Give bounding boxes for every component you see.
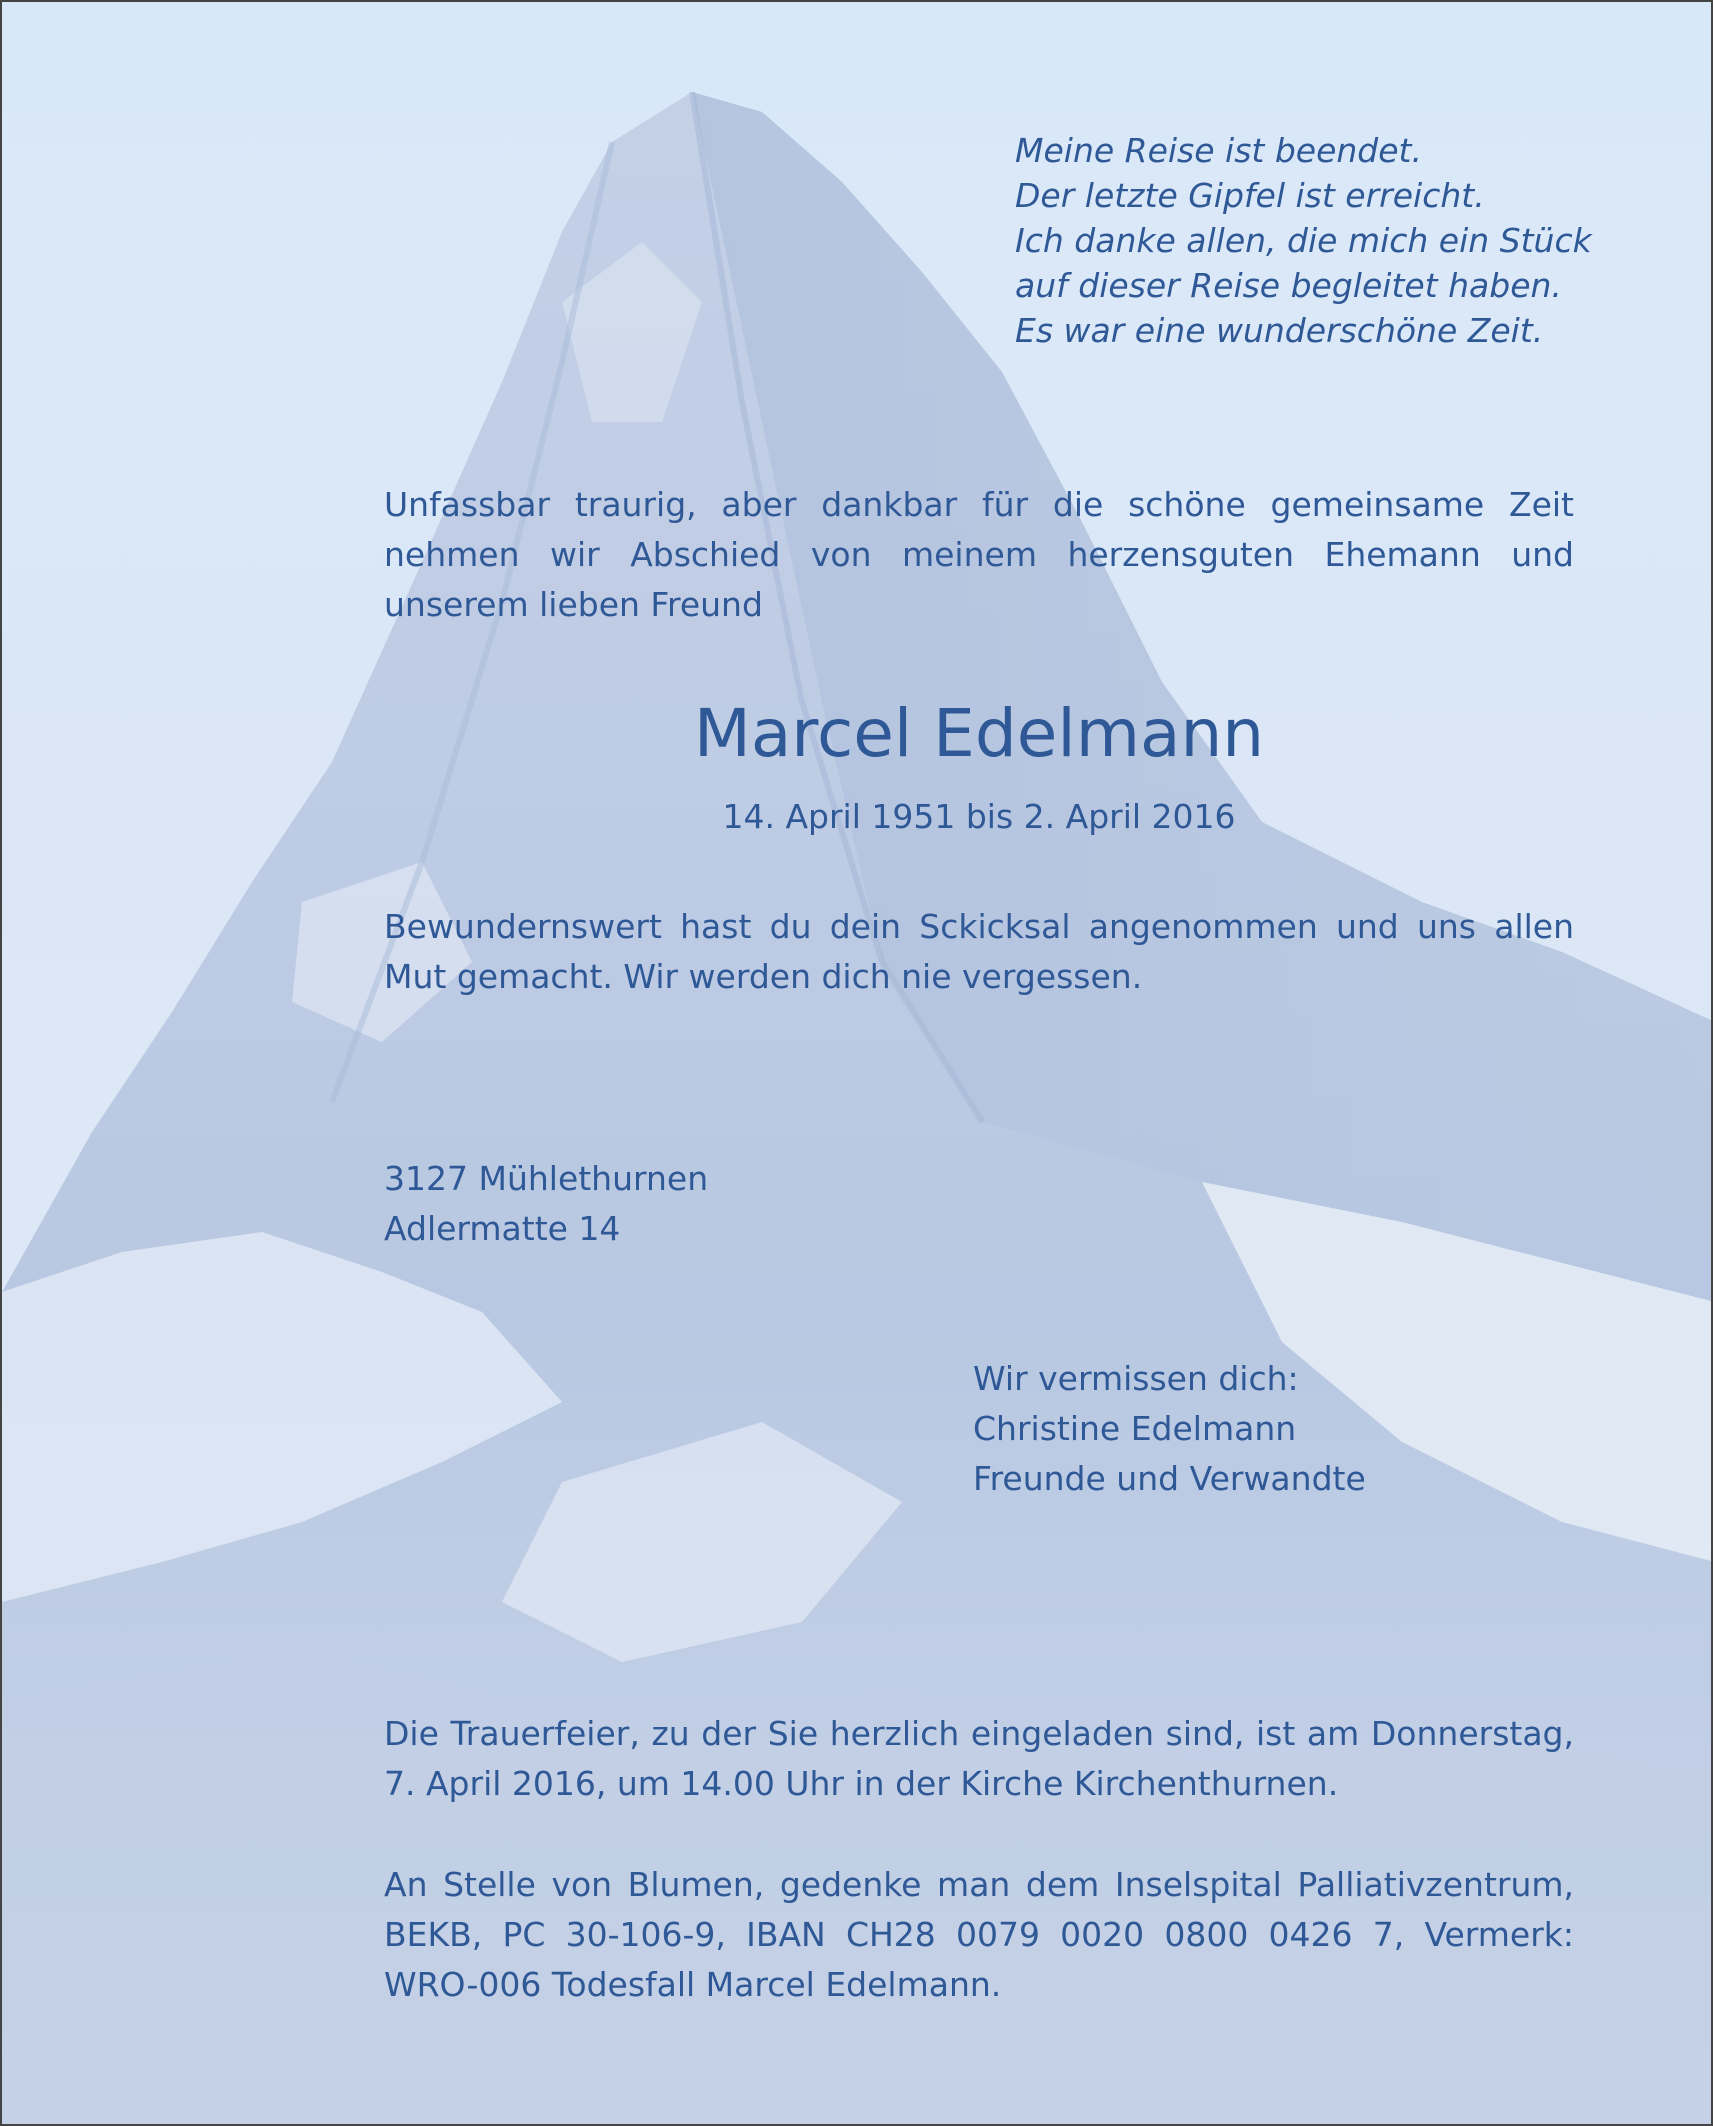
deceased-name: Marcel Edelmann (693, 695, 1265, 772)
poem-line: Meine Reise ist beendet. (1015, 131, 1422, 170)
poem-line: Ich danke allen, die mich ein Stück (1015, 221, 1592, 260)
tribute-paragraph: Bewundernswert hast du dein Sckicksal angenommen und uns allen Mut gemacht. Wir werden dich nie vergessen. (384, 907, 1574, 996)
intro-paragraph: Unfassbar traurig, aber dankbar für die schöne gemeinsame Zeit nehmen wir Abschied von meinem herzensguten Ehemann und unserem lieben Freund (384, 485, 1574, 624)
poem-line: Es war eine wunderschöne Zeit. (1015, 311, 1544, 350)
signature-line: Wir vermissen dich: (973, 1359, 1299, 1398)
poem-line: auf dieser Reise begleitet haben. (1015, 266, 1562, 305)
donation-paragraph: An Stelle von Blumen, gedenke man dem Inselspital Palliativzentrum, BEKB, PC 30-106-9, IBAN CH28 0079 0020 0800 0426 7, Vermerk: WRO-006 Todesfall Marcel Edelmann. (384, 1865, 1574, 2004)
poem (1015, 128, 1635, 353)
ceremony-paragraph: Die Trauerfeier, zu der Sie herzlich eingeladen sind, ist am Donnerstag, 7. April 2016, um 14.00 Uhr in der Kirche Kirchenthurnen. (384, 1714, 1574, 1803)
signature-line: Freunde und Verwandte (973, 1459, 1366, 1498)
address-line: 3127 Mühlethurnen (384, 1159, 709, 1198)
address-block (384, 1154, 984, 1254)
life-dates: 14. April 1951 bis 2. April 2016 (722, 797, 1236, 836)
signature-line: Christine Edelmann (973, 1409, 1297, 1448)
signature-block (973, 1354, 1623, 1504)
poem-line: Der letzte Gipfel ist erreicht. (1015, 176, 1485, 215)
address-line: Adlermatte 14 (384, 1209, 621, 1248)
